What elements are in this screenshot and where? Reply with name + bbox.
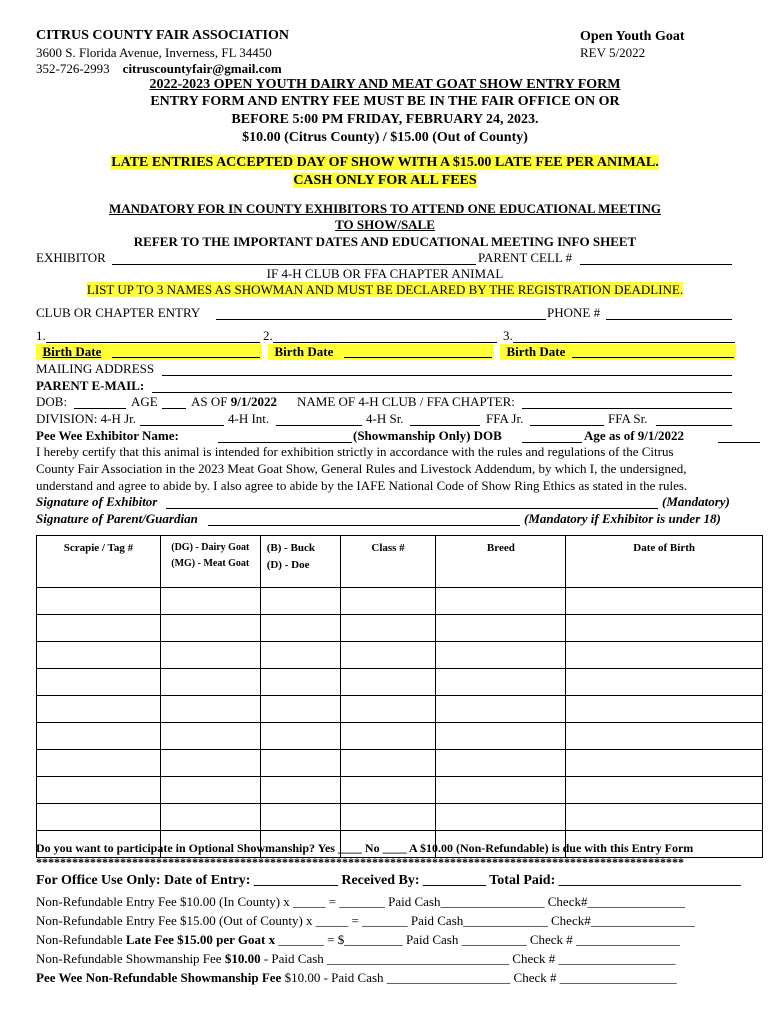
- table-row: [37, 588, 763, 615]
- scrapie-tag-cell[interactable]: [37, 777, 161, 804]
- age-field[interactable]: [162, 408, 186, 409]
- certification-line-2: County Fair Association in the 2023 Meat Goat Show, General Rules and Livestock Addendum, by which I, the undersigned,: [36, 461, 687, 476]
- sex-cell[interactable]: [260, 750, 340, 777]
- birth-date-2[interactable]: Birth Date: [268, 344, 494, 360]
- birth-date-3[interactable]: Birth Date: [500, 344, 736, 360]
- scrapie-tag-cell[interactable]: [37, 723, 161, 750]
- date-of-birth-cell[interactable]: [566, 615, 763, 642]
- division-4h-jr-field[interactable]: [140, 425, 224, 426]
- date-of-birth-cell[interactable]: [566, 777, 763, 804]
- certification-line-3: understand and agree to abide by. I also agree to abide by the IAFE National Code of Show Ring Ethics as stated in the rules.: [36, 478, 688, 493]
- breed-cell[interactable]: [436, 723, 566, 750]
- table-row: [37, 750, 763, 777]
- scrapie-tag-cell[interactable]: [37, 669, 161, 696]
- class-cell[interactable]: [340, 642, 436, 669]
- sex-cell[interactable]: [260, 615, 340, 642]
- sex-cell[interactable]: [260, 588, 340, 615]
- division-ffa-sr-field[interactable]: [656, 425, 732, 426]
- exhibitor-field[interactable]: [112, 264, 476, 265]
- table-row: [37, 669, 763, 696]
- goat-type-cell[interactable]: [160, 588, 260, 615]
- org-phone: 352-726-2993: [36, 61, 110, 76]
- mandatory-line-1: MANDATORY FOR IN COUNTY EXHIBITORS TO ATTEND ONE EDUCATIONAL MEETING: [108, 201, 661, 216]
- office-fee-in-county: Non-Refundable Entry Fee $10.00 (In County) x _____ = _______ Paid Cash________________ Check#_______________: [36, 894, 685, 909]
- class-cell[interactable]: [340, 615, 436, 642]
- table-header-row: [37, 536, 763, 588]
- fee-line: $10.00 (Citrus County) / $15.00 (Out of County): [242, 130, 528, 145]
- pee-wee-name-field[interactable]: [218, 442, 352, 443]
- division-4h-sr-field[interactable]: [410, 425, 480, 426]
- col-goat-type: (DG) - Dairy Goat (MG) - Meat Goat: [160, 536, 260, 588]
- parent-email-label: PARENT E-MAIL:: [36, 378, 145, 393]
- col-class: Class #: [340, 536, 436, 588]
- office-late-fee: Non-Refundable Late Fee $15.00 per Goat x _______ = $_________ Paid Cash __________ Check # ________________: [36, 932, 681, 947]
- animal-rows: [37, 588, 763, 858]
- showman-note: LIST UP TO 3 NAMES AS SHOWMAN AND MUST BE DECLARED BY THE REGISTRATION DEADLINE.: [86, 282, 684, 297]
- date-of-birth-cell[interactable]: [566, 696, 763, 723]
- breed-cell[interactable]: [436, 696, 566, 723]
- date-of-birth-cell[interactable]: [566, 723, 763, 750]
- division-ffa-jr-label: FFA Jr.: [486, 411, 524, 426]
- scrapie-tag-cell[interactable]: [37, 615, 161, 642]
- showmanship-question: Do you want to participate in Optional Showmanship? Yes ____ No ____ A $10.00 (Non-Refundable) is due with this Entry Form: [36, 841, 694, 855]
- pee-wee-name-label: Pee Wee Exhibitor Name:: [36, 428, 179, 443]
- office-showmanship-fee: Non-Refundable Showmanship Fee $10.00 - Paid Cash ____________________________ Check # __________________: [36, 951, 676, 966]
- showman-3-field[interactable]: [513, 342, 735, 343]
- goat-type-cell[interactable]: [160, 723, 260, 750]
- separator-stars: ************************************************************************************************************: [36, 855, 684, 869]
- birth-date-1-line: [112, 357, 260, 358]
- division-ffa-sr-label: FFA Sr.: [608, 411, 648, 426]
- sex-cell[interactable]: [260, 642, 340, 669]
- sex-cell[interactable]: [260, 723, 340, 750]
- goat-type-cell[interactable]: [160, 750, 260, 777]
- club-note: IF 4-H CLUB OR FFA CHAPTER ANIMAL: [266, 266, 504, 281]
- pee-wee-dob-field[interactable]: [522, 442, 582, 443]
- showman-2-field[interactable]: [273, 342, 497, 343]
- birth-date-2-line: [344, 357, 492, 358]
- scrapie-tag-cell[interactable]: [37, 804, 161, 831]
- birth-date-3-line: [572, 357, 734, 358]
- breed-cell[interactable]: [436, 669, 566, 696]
- exhibitor-signature-note: (Mandatory): [662, 494, 730, 509]
- office-fee-out-county: Non-Refundable Entry Fee $15.00 (Out of County) x _____ = _______ Paid Cash_____________ Check#________________: [36, 913, 695, 928]
- club-name-label: NAME OF 4-H CLUB / FFA CHAPTER:: [297, 394, 515, 409]
- animal-entry-table: [36, 535, 763, 858]
- table-row: [37, 777, 763, 804]
- club-entry-label: CLUB OR CHAPTER ENTRY: [36, 305, 201, 320]
- date-of-birth-cell[interactable]: [566, 642, 763, 669]
- table-row: [37, 615, 763, 642]
- date-of-birth-cell[interactable]: [566, 669, 763, 696]
- breed-cell[interactable]: [436, 588, 566, 615]
- deadline-line-1: ENTRY FORM AND ENTRY FEE MUST BE IN THE FAIR OFFICE ON OR: [150, 94, 620, 109]
- parent-signature-field[interactable]: [208, 525, 520, 526]
- division-4h-sr-label: 4-H Sr.: [366, 411, 404, 426]
- sex-cell[interactable]: [260, 777, 340, 804]
- sex-cell[interactable]: [260, 804, 340, 831]
- parent-cell-field[interactable]: [580, 264, 732, 265]
- club-name-field[interactable]: [522, 408, 732, 409]
- breed-cell[interactable]: [436, 642, 566, 669]
- exhibitor-signature-field[interactable]: [166, 508, 658, 509]
- date-of-birth-cell[interactable]: [566, 804, 763, 831]
- goat-type-cell[interactable]: [160, 615, 260, 642]
- pee-wee-age-field[interactable]: [718, 442, 760, 443]
- scrapie-tag-cell[interactable]: [37, 750, 161, 777]
- class-cell[interactable]: [340, 696, 436, 723]
- division-ffa-jr-field[interactable]: [530, 425, 604, 426]
- showman-1-field[interactable]: [46, 342, 260, 343]
- form-revision: REV 5/2022: [580, 45, 646, 60]
- phone-field[interactable]: [606, 319, 732, 320]
- pee-wee-age-label: Age as of 9/1/2022: [584, 428, 685, 443]
- mandatory-line-3: REFER TO THE IMPORTANT DATES AND EDUCATIONAL MEETING INFO SHEET: [133, 234, 637, 249]
- class-cell[interactable]: [340, 804, 436, 831]
- division-4h-int-label: 4-H Int.: [228, 411, 270, 426]
- parent-email-field[interactable]: [152, 392, 732, 393]
- class-cell[interactable]: [340, 588, 436, 615]
- phone-label: PHONE #: [547, 305, 601, 320]
- org-contact: [36, 61, 282, 77]
- col-scrapie-tag: Scrapie / Tag #: [37, 536, 161, 588]
- dob-label: DOB:: [36, 394, 68, 409]
- scrapie-tag-cell[interactable]: [37, 588, 161, 615]
- parent-signature-label: Signature of Parent/Guardian: [36, 511, 198, 526]
- showman-1-number: 1.: [36, 328, 46, 343]
- late-notice-2: CASH ONLY FOR ALL FEES: [293, 173, 477, 188]
- org-name: CITRUS COUNTY FAIR ASSOCIATION: [36, 28, 289, 43]
- sex-cell[interactable]: [260, 669, 340, 696]
- office-use-header: For Office Use Only: Date of Entry: ____________ Received By: _________ Total Paid: __________________________: [36, 873, 741, 888]
- goat-type-cell[interactable]: [160, 669, 260, 696]
- table-row: [37, 723, 763, 750]
- goat-type-cell[interactable]: [160, 777, 260, 804]
- col-date-of-birth: Date of Birth: [566, 536, 763, 588]
- age-label: AGE: [131, 394, 158, 409]
- breed-cell[interactable]: [436, 777, 566, 804]
- showman-2-number: 2.: [263, 328, 273, 343]
- certification-line-1: I hereby certify that this animal is intended for exhibition strictly in accordance with the rules and regulations of the Citrus: [36, 444, 674, 459]
- showman-3-number: 3.: [503, 328, 513, 343]
- date-of-birth-cell[interactable]: [566, 750, 763, 777]
- class-cell[interactable]: [340, 723, 436, 750]
- mailing-address-label: MAILING ADDRESS: [36, 361, 155, 376]
- table-row: [37, 696, 763, 723]
- birth-date-1[interactable]: Birth Date: [36, 344, 262, 360]
- dob-field[interactable]: [74, 408, 126, 409]
- breed-cell[interactable]: [436, 615, 566, 642]
- breed-cell[interactable]: [436, 804, 566, 831]
- class-cell[interactable]: [340, 777, 436, 804]
- goat-type-cell[interactable]: [160, 804, 260, 831]
- late-notice-1: LATE ENTRIES ACCEPTED DAY OF SHOW WITH A $15.00 LATE FEE PER ANIMAL.: [111, 155, 659, 170]
- org-email: citruscountyfair@gmail.com: [122, 61, 282, 76]
- goat-type-cell[interactable]: [160, 696, 260, 723]
- class-cell[interactable]: [340, 750, 436, 777]
- form-name: Open Youth Goat: [580, 29, 685, 44]
- scrapie-tag-cell[interactable]: [37, 696, 161, 723]
- deadline-line-2: BEFORE 5:00 PM FRIDAY, FEBRUARY 24, 2023.: [231, 112, 539, 127]
- col-sex: (B) - Buck (D) - Doe: [260, 536, 340, 588]
- table-row: [37, 642, 763, 669]
- exhibitor-signature-label: Signature of Exhibitor: [36, 494, 158, 509]
- col-breed: Breed: [436, 536, 566, 588]
- table-row: [37, 804, 763, 831]
- division-4h-int-field[interactable]: [276, 425, 362, 426]
- office-pee-wee-fee: Pee Wee Non-Refundable Showmanship Fee $10.00 - Paid Cash ___________________ Check # __________________: [36, 970, 677, 985]
- date-of-birth-cell[interactable]: [566, 588, 763, 615]
- goat-type-cell[interactable]: [160, 642, 260, 669]
- exhibitor-label: EXHIBITOR: [36, 250, 106, 265]
- breed-cell[interactable]: [436, 750, 566, 777]
- scrapie-tag-cell[interactable]: [37, 642, 161, 669]
- parent-cell-label: PARENT CELL #: [478, 250, 573, 265]
- org-address: 3600 S. Florida Avenue, Inverness, FL 34450: [36, 45, 272, 60]
- mandatory-line-2: TO SHOW/SALE: [335, 217, 435, 232]
- as-of-label: AS OF 9/1/2022: [191, 394, 277, 409]
- form-title: 2022-2023 OPEN YOUTH DAIRY AND MEAT GOAT SHOW ENTRY FORM: [149, 77, 621, 92]
- division-label: DIVISION: 4-H Jr.: [36, 411, 137, 426]
- class-cell[interactable]: [340, 669, 436, 696]
- parent-signature-note: (Mandatory if Exhibitor is under 18): [524, 511, 721, 526]
- mailing-address-field[interactable]: [162, 375, 732, 376]
- club-entry-field[interactable]: [216, 319, 546, 320]
- pee-wee-dob-label: (Showmanship Only) DOB: [353, 428, 502, 443]
- sex-cell[interactable]: [260, 696, 340, 723]
